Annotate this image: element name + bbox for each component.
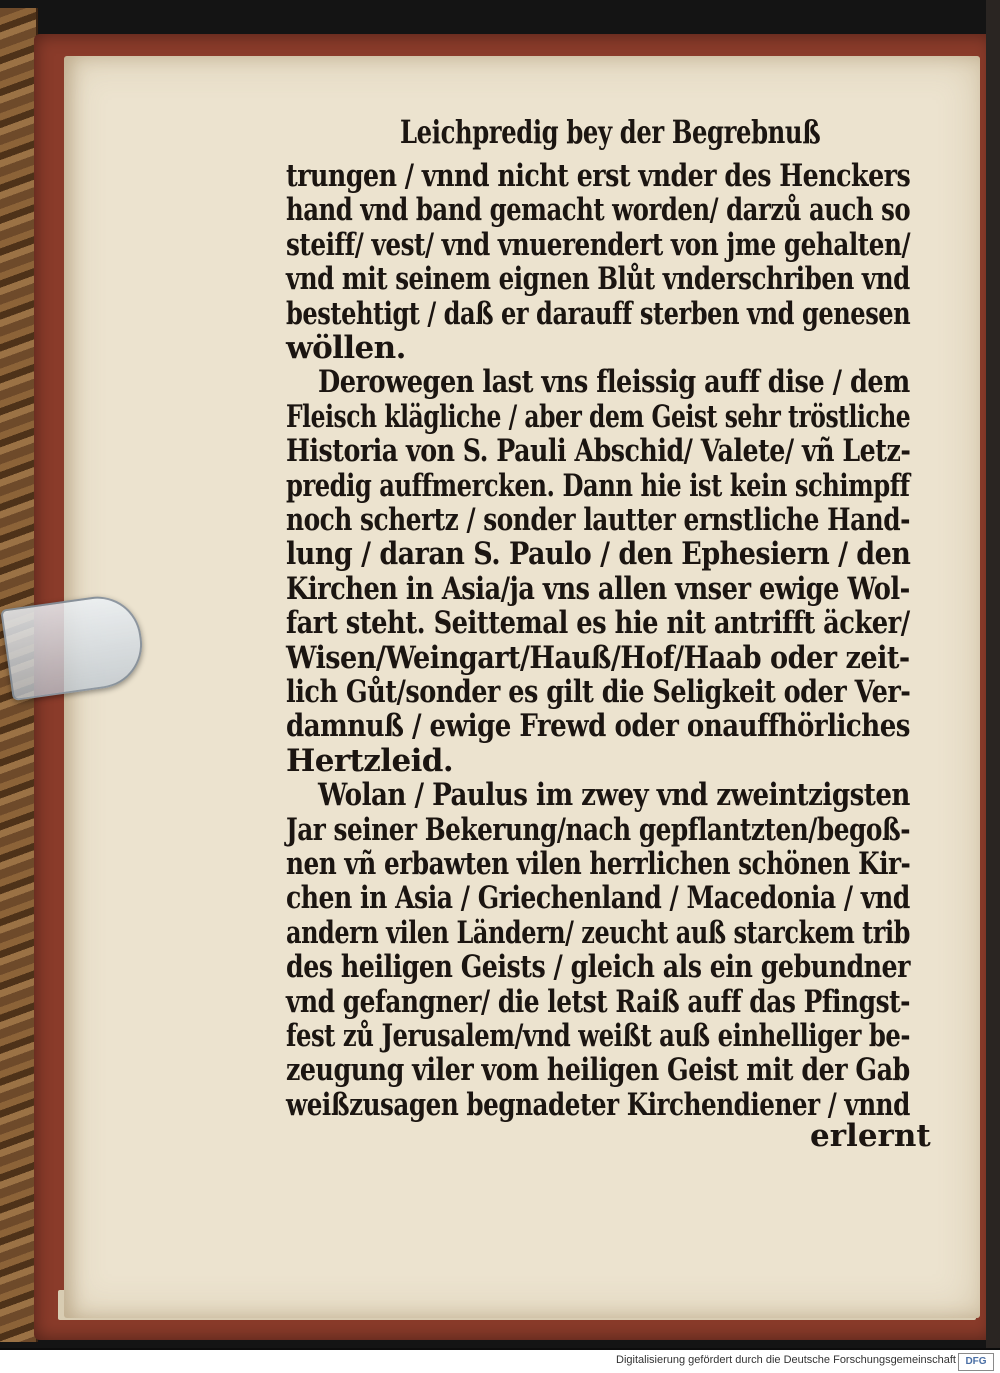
text-line: damnuß / ewige Frewd oder onauffhörliches: [286, 708, 910, 745]
text-line: weißzusagen begnadeter Kirchendiener / vnnd: [286, 1086, 910, 1123]
running-head: Leichpredig bey der Begrebnuß: [400, 113, 821, 151]
text-line: zeugung viler vom heiligen Geist mit der Gab: [286, 1052, 910, 1089]
text-line: Hertzleid.: [286, 742, 454, 779]
text-line: lung / daran S. Paulo / den Ephesiern / den: [286, 536, 911, 573]
text-line: Wolan / Paulus im zwey vnd zweintzigsten: [318, 777, 910, 814]
text-line: hand vnd band gemacht worden/ darzů auch so: [286, 192, 911, 229]
text-line: Kirchen in Asia/ja vns allen vnser ewige Wol-: [286, 570, 910, 607]
text-line: fest zů Jerusalem/vnd weißt auß einhelliger be-: [286, 1018, 911, 1054]
book-edge: [986, 0, 1000, 1348]
catchword: erlernt: [810, 1118, 931, 1154]
text-line: noch schertz / sonder lautter ernstliche Hand-: [286, 502, 910, 538]
text-line: fart steht. Seittemal es hie nit antrifft äcker/: [286, 605, 910, 642]
text-line: Historia von S. Pauli Abschid/ Valete/ vñ Letz-: [286, 433, 911, 470]
text-line: lich Gůt/sonder es gilt die Seligkeit oder Ver-: [286, 674, 911, 710]
text-line: predig auffmercken. Dann hie ist kein schimpff: [286, 467, 910, 504]
text-line: chen in Asia / Griechenland / Macedonia / vnd: [286, 880, 910, 917]
text-line: vnd gefangner/ die letst Raiß auff das Pfingst-: [286, 983, 910, 1020]
text-line: bestehtigt / daß er darauff sterben vnd genesen: [286, 295, 911, 332]
text-line: nen vñ erbawten vilen herrlichen schönen Kir-: [286, 846, 911, 882]
text-line: Derowegen last vns fleissig auff dise / dem: [318, 364, 910, 401]
footer-credit: Digitalisierung gefördert durch die Deutsche Forschungsgemeinschaft: [616, 1354, 956, 1366]
text-line: Fleisch klägliche / aber dem Geist sehr tröstliche: [286, 398, 911, 435]
text-line: wöllen.: [286, 330, 406, 366]
text-line: trungen / vnnd nicht erst vnder des Henckers: [286, 158, 911, 194]
text-line: andern vilen Ländern/ zeucht auß starckem trib: [286, 914, 910, 951]
text-line: Wisen/Weingart/Hauß/Hof/Haab oder zeit-: [286, 639, 910, 676]
text-line: steiff/ vest/ vnd vnuerendert von jme gehalten/: [286, 226, 911, 263]
dfg-logo: DFG: [958, 1353, 994, 1371]
text-line: vnd mit seinem eignen Blůt vnderschriben vnd: [286, 261, 910, 298]
text-line: des heiligen Geists / gleich als ein gebundner: [286, 949, 910, 986]
footer-bar: [0, 1350, 1000, 1373]
text-line: Jar seiner Bekerung/nach gepflantzten/begoß-: [286, 811, 910, 848]
